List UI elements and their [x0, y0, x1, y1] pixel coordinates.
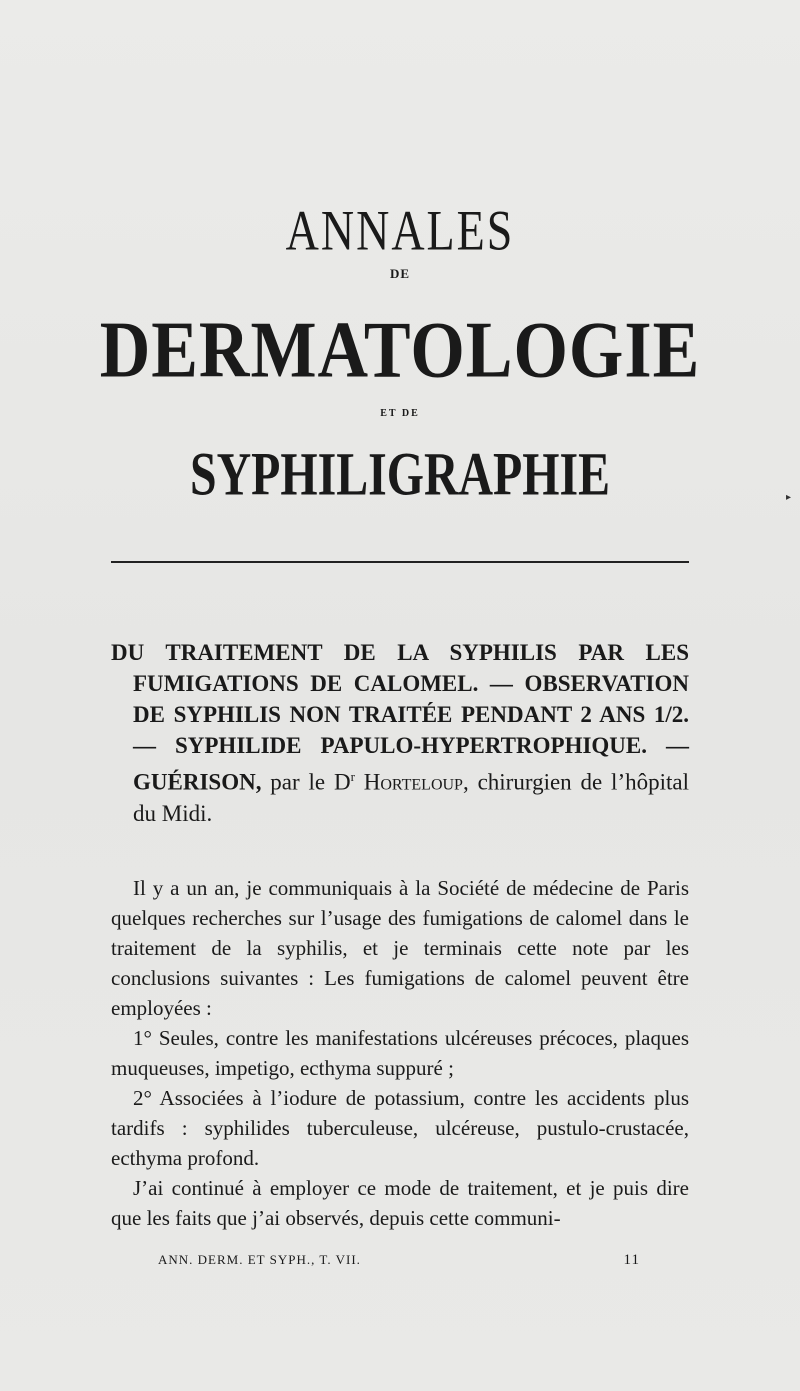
- edge-mark-icon: ▸: [786, 492, 792, 503]
- journal-title-annales: ANNALES: [285, 198, 515, 262]
- article-by: par le D: [270, 769, 351, 795]
- body-paragraph-1: Il y a un an, je communiquais à la Société de médecine de Paris quelques recherches sur l’usage des fumigations de calomel dans le traitement de la syphilis, et je terminais cette note par les conclusions suivantes : Les fumigations de calomel peuvent être employées :: [111, 876, 689, 1020]
- journal-title-et-de: ET DE: [380, 408, 420, 419]
- body-paragraph-4: J’ai continué à employer ce mode de traitement, et je puis dire que les faits que j’ai observés, depuis cette communi-: [111, 1176, 689, 1230]
- journal-title-dermatologie: DERMATOLOGIE: [99, 306, 701, 395]
- article-author: Horteloup: [363, 769, 463, 795]
- body-paragraph-3: 2° Associées à l’iodure de potassium, contre les accidents plus tardifs : syphilides tuberculeuse, ulcéreuse, pustulo-crustacée, ecthyma profond.: [111, 1086, 689, 1170]
- footer-sheet-number: 11: [623, 1252, 640, 1268]
- article-title: [111, 637, 689, 829]
- article-title-caps: DU TRAITEMENT DE LA SYPHILIS PAR LES FUMIGATIONS DE CALOMEL. — OBSERVATION DE SYPHILIS NON TRAITÉE PENDANT 2 ANS 1/2. — SYPHILIDE PAPULO-HYPERTROPHIQUE. — GUÉRISON,: [111, 640, 689, 795]
- page-footer: [158, 1252, 640, 1268]
- article-body: [111, 873, 689, 1233]
- journal-title-syphiligraphie: SYPHILIGRAPHIE: [189, 441, 611, 509]
- article-dr-superscript: r: [350, 769, 355, 784]
- body-paragraph-2: 1° Seules, contre les manifestations ulcéreuses précoces, plaques muqueuses, impetigo, ecthyma suppuré ;: [111, 1026, 689, 1080]
- footer-signature: ANN. DERM. ET SYPH., T. VII.: [158, 1252, 361, 1267]
- title-rule-divider: [111, 561, 689, 563]
- article-affiliation: , chirurgien de l’hôpital du Midi.: [133, 769, 689, 826]
- journal-title-de: DE: [389, 266, 411, 281]
